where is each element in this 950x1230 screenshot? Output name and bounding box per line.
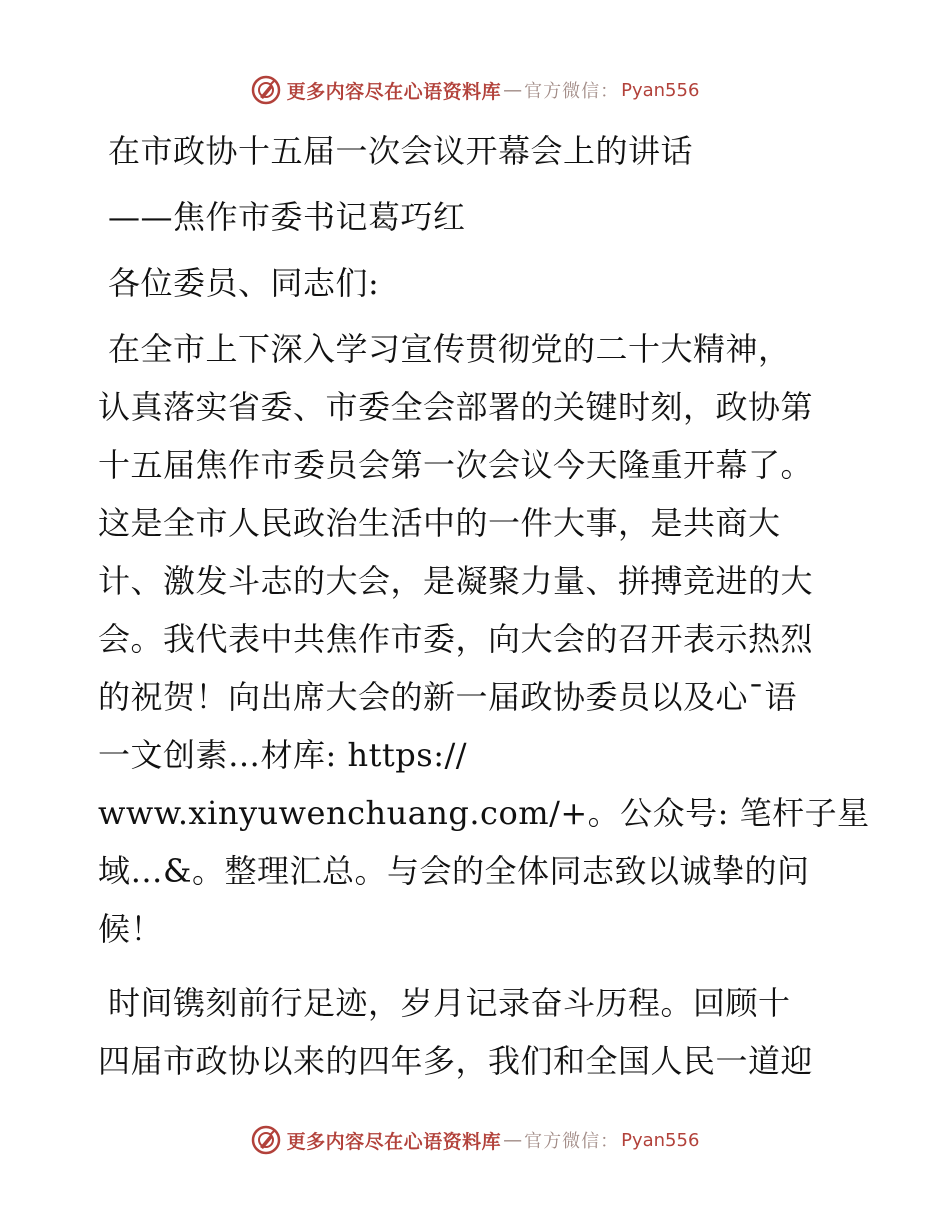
banner-wechat-label: 官方微信： xyxy=(524,1131,620,1152)
paragraph-line: 一文创素…材库: https:// xyxy=(98,736,468,774)
paragraph-line: 时间镌刻前行足迹，岁月记录奋斗历程。回顾十 xyxy=(108,984,791,1022)
pen-logo-icon xyxy=(251,1125,281,1155)
pen-logo-icon xyxy=(251,75,281,105)
paragraph-line: www.xinyuwenchuang.com/+。公众号: 笔杆子星 xyxy=(98,794,870,832)
paragraph-2 xyxy=(98,974,858,1090)
paragraph-line: 十五届焦作市委员会第一次会议今天隆重开幕了。 xyxy=(98,446,814,484)
paragraph-1 xyxy=(98,320,870,958)
banner-dash: — xyxy=(503,79,523,101)
banner-dash: — xyxy=(503,1129,523,1151)
banner-site-name: 更多内容尽在心语资料库 xyxy=(286,1130,502,1153)
paragraph-line: 认真落实省委、市委全会部署的关键时刻，政协第 xyxy=(98,388,814,426)
document-byline: ——焦作市委书记葛巧红 xyxy=(108,198,466,236)
paragraph-line: 四届市政协以来的四年多，我们和全国人民一道迎 xyxy=(98,1042,814,1080)
document-title: 在市政协十五届一次会议开幕会上的讲话 xyxy=(108,132,694,170)
header-banner xyxy=(0,70,950,110)
salutation: 各位委员、同志们: xyxy=(108,264,380,302)
paragraph-line: 在全市上下深入学习宣传贯彻党的二十大精神， xyxy=(108,330,791,368)
paragraph-line: 候！ xyxy=(98,910,164,948)
paragraph-line: 的祝贺！向出席大会的新一届政协委员以及心¯语 xyxy=(98,678,798,716)
banner-wechat-id: Pyan556 xyxy=(621,79,700,101)
banner-wechat-id: Pyan556 xyxy=(621,1129,700,1151)
banner-site-name: 更多内容尽在心语资料库 xyxy=(286,80,502,103)
footer-banner xyxy=(0,1120,950,1160)
paragraph-line: 域…&。整理汇总。与会的全体同志致以诚挚的问 xyxy=(98,852,810,890)
paragraph-line: 会。我代表中共焦作市委，向大会的召开表示热烈 xyxy=(98,620,814,658)
banner-wechat-label: 官方微信： xyxy=(524,81,620,102)
paragraph-line: 计、激发斗志的大会，是凝聚力量、拼搏竞进的大 xyxy=(98,562,814,600)
document-body xyxy=(98,122,870,1090)
paragraph-line: 这是全市人民政治生活中的一件大事，是共商大 xyxy=(98,504,781,542)
